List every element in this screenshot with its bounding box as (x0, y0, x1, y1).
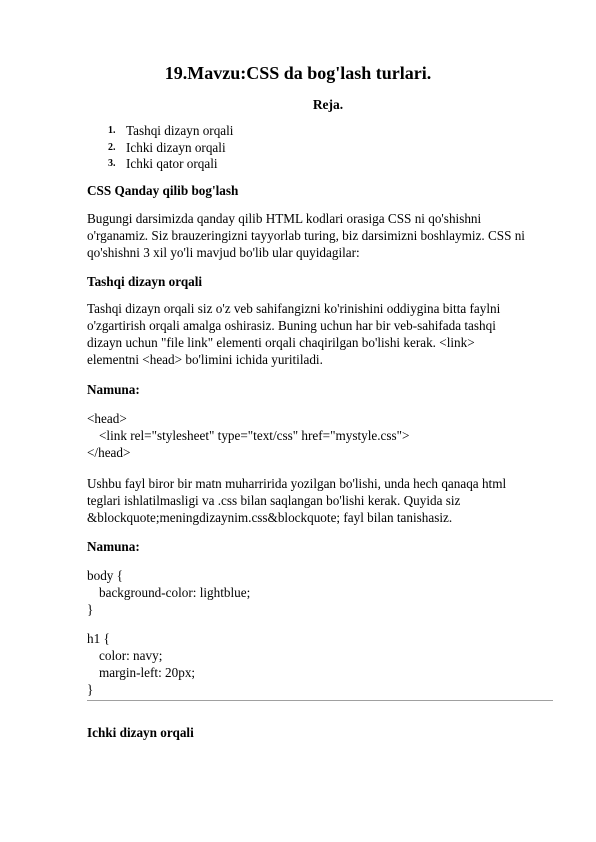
plan-item-number: 1. (108, 125, 116, 136)
code-example-2-body (87, 567, 557, 618)
paragraph-line: &blockquote;meningdizaynim.css&blockquote; fayl bilan tanishasiz. (87, 510, 453, 525)
horizontal-divider (87, 700, 553, 701)
plan-item-number: 3. (108, 158, 116, 169)
page-title: 19.Mavzu:CSS da bog'lash turlari. (164, 63, 432, 83)
paragraph-line: dizayn uchun "file link" elementi orqali chaqirilgan bo'lishi kerak. <link> (87, 335, 475, 350)
paragraph-line: Bugungi darsimizda qanday qilib HTML kodlari orasiga CSS ni qo'shishni (87, 211, 482, 226)
paragraph-line: qo'shishni 3 xil yo'li mavjud bo'lib ular quyidagilar: (87, 245, 360, 260)
plan-item-text: Ichki dizayn orqali (126, 139, 226, 155)
code-line: } (87, 682, 94, 697)
code-line: <link rel="stylesheet" type="text/css" href="mystyle.css"> (99, 428, 410, 443)
paragraph-line: elementni <head> bo'limini ichida yuritiladi. (87, 352, 323, 367)
code-line: color: navy; (99, 648, 163, 663)
plan-item-text: Tashqi dizayn orqali (126, 123, 234, 138)
file-paragraph (87, 475, 557, 526)
code-line: body { (87, 568, 124, 583)
section-heading: Ichki dizayn orqali (87, 725, 194, 740)
plan-item-text: Ichki qator orqali (126, 156, 218, 171)
example-heading: Namuna: (87, 539, 140, 554)
intro-paragraph (87, 210, 557, 261)
section-external (87, 273, 557, 290)
paragraph-line: Tashqi dizayn orqali siz o'z veb sahifangizni ko'rinishini oddiygina bitta faylni (87, 301, 501, 316)
code-example-1 (87, 410, 557, 461)
plan-item-number: 2. (108, 141, 116, 153)
section-heading: Tashqi dizayn orqali (87, 274, 203, 289)
paragraph-line: teglari ishlatilmasligi va .css bilan saqlangan bo'lishi kerak. Quyida siz (87, 493, 461, 508)
example-heading: Namuna: (87, 382, 140, 397)
example-2-heading-block (87, 538, 557, 555)
plan-heading: Reja. (312, 97, 344, 112)
code-line: <head> (87, 411, 127, 426)
section-css-linking (87, 182, 557, 199)
code-example-2-h1 (87, 630, 557, 698)
paragraph-line: Ushbu fayl biror bir matn muharririda yozilgan bo'lishi, unda hech qanaqa html (87, 476, 507, 491)
section-heading: CSS Qanday qilib bog'lash (87, 183, 239, 198)
code-line: background-color: lightblue; (99, 585, 251, 600)
example-1-heading-block (87, 381, 557, 398)
paragraph-line: o'rganamiz. Siz brauzeringizni tayyorlab turing, biz darsimizni boshlaymiz. CSS ni (87, 228, 525, 243)
code-line: </head> (87, 445, 131, 460)
paragraph-line: o'zgartirish orqali amalga oshirasiz. Buning uchun har bir veb-sahifada tashqi (87, 318, 496, 333)
code-line: } (87, 602, 94, 617)
section-internal (87, 724, 557, 741)
external-paragraph (87, 300, 557, 368)
code-line: margin-left: 20px; (99, 665, 196, 680)
code-line: h1 { (87, 631, 110, 646)
